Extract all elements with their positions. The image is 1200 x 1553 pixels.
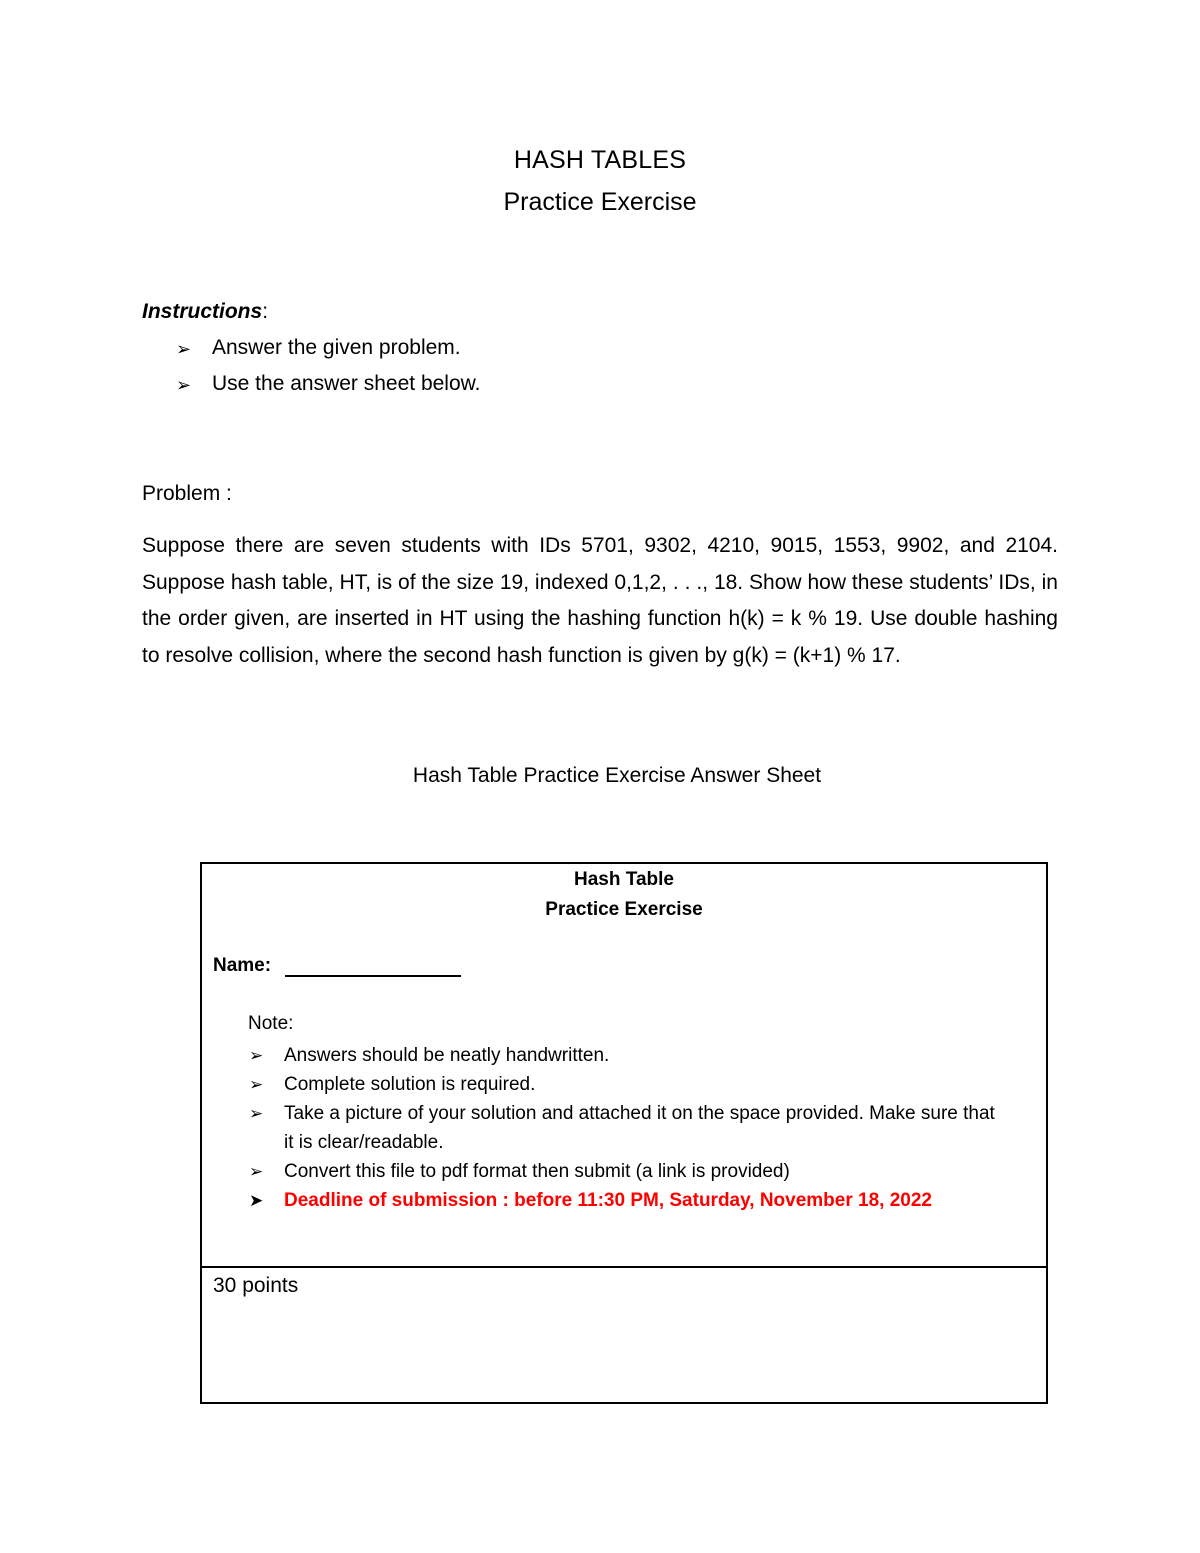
instructions-heading-text: Instructions xyxy=(142,300,263,323)
arrowhead-bullet-icon: ➢ xyxy=(176,339,192,359)
document-title: HASH TABLES xyxy=(513,146,687,174)
note-item-text: Answers should be neatly handwritten. xyxy=(284,1045,610,1066)
arrowhead-bullet-icon: ➢ xyxy=(176,375,192,395)
arrowhead-bullet-icon: ➢ xyxy=(249,1162,264,1181)
note-item-text: Complete solution is required. xyxy=(284,1074,536,1095)
instruction-item xyxy=(176,372,481,408)
instruction-item xyxy=(176,336,481,372)
name-blank-line xyxy=(285,955,461,977)
arrowhead-bullet-icon: ➢ xyxy=(249,1046,264,1065)
note-list xyxy=(249,1041,1009,1215)
name-label: Name: xyxy=(213,955,272,976)
points-label: 30 points xyxy=(213,1274,299,1297)
instructions-list xyxy=(176,336,481,408)
answer-sheet-header-cell xyxy=(202,864,1046,1268)
instructions-heading xyxy=(142,300,268,324)
answer-sheet-caption: Hash Table Practice Exercise Answer Sheet xyxy=(412,764,822,787)
note-item-deadline xyxy=(249,1186,1009,1215)
deadline-text: Deadline of submission : before 11:30 PM, Saturday, November 18, 2022 xyxy=(284,1190,932,1211)
note-heading: Note: xyxy=(248,1013,294,1034)
note-item xyxy=(249,1070,1009,1099)
arrowhead-bullet-icon: ➢ xyxy=(249,1104,264,1123)
problem-statement: Suppose there are seven students with IDs 5701, 9302, 4210, 9015, 1553, 9902, and 2104. Suppose hash table, HT, is of the size 19, indexed 0,1,2, . . ., 18. Show how these students’ IDs, in the order given, are inserted in HT using the hashing function h(k) = k % 19. Use double hashing to resolve collision, where the second hash function is given by g(k) = (k+1) % 17. xyxy=(142,534,1058,667)
instruction-item-text: Answer the given problem. xyxy=(212,336,461,359)
note-item xyxy=(249,1099,1009,1157)
answer-sheet-box xyxy=(200,862,1048,1404)
note-item-text: Take a picture of your solution and attached it on the space provided. Make sure that it is clear/readable. xyxy=(284,1103,995,1153)
arrowhead-bullet-icon: ➢ xyxy=(249,1075,264,1094)
note-item xyxy=(249,1041,1009,1070)
note-item xyxy=(249,1157,1009,1186)
name-row xyxy=(213,955,461,977)
instructions-heading-colon: : xyxy=(262,300,269,323)
answer-sheet-title: Hash Table xyxy=(574,869,674,890)
document-subtitle: Practice Exercise xyxy=(503,188,697,216)
answer-sheet-subtitle: Practice Exercise xyxy=(545,899,703,920)
problem-heading: Problem : xyxy=(142,482,232,505)
instruction-item-text: Use the answer sheet below. xyxy=(212,372,481,395)
note-item-text: Convert this file to pdf format then submit (a link is provided) xyxy=(284,1161,790,1182)
arrowhead-bullet-icon: ➤ xyxy=(249,1191,264,1210)
